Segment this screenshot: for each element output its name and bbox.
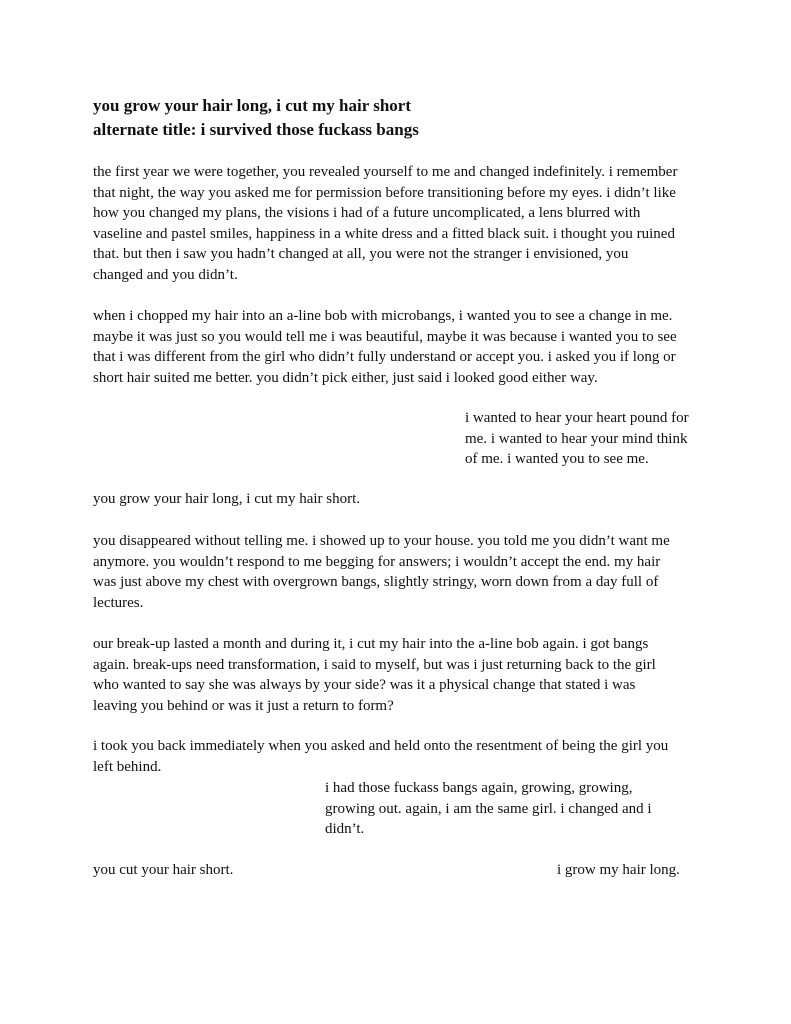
indented-stanza: i had those fuckass bangs again, growing, growing, growing out. again, i am the same girl. i changed and i didn’t. <box>325 780 652 837</box>
paragraph: the first year we were together, you revealed yourself to me and changed indefinitely. i remember that night, the way you asked me for permission before transitioning before my eyes. i didn’t like how you changed my plans, the visions i had of a future uncomplicated, a lens blurred with vaseline and pastel smiles, happiness in a white dress and a fitted black suit. i thought you ruined that. but then i saw you hadn’t changed at all, you were not the stranger i envisioned, you changed and you didn’t. <box>93 164 678 283</box>
paragraph: you disappeared without telling me. i showed up to your house. you told me you didn’t want me anymore. you wouldn’t respond to me begging for answers; i wouldn’t accept the end. my hair was just above my chest with overgrown bangs, slightly stringy, worn down from a day full of lectures. <box>93 533 670 611</box>
alternate-title: alternate title: i survived those fuckass bangs <box>93 120 419 139</box>
document-title: you grow your hair long, i cut my hair short <box>93 96 411 115</box>
refrain-line: you grow your hair long, i cut my hair short. <box>93 491 361 507</box>
closing-line-left: you cut your hair short. <box>93 862 234 878</box>
paragraph: when i chopped my hair into an a-line bob with microbangs, i wanted you to see a change in me. maybe it was just so you would tell me i was beautiful, maybe it was because i wanted you to see that i was different from the girl who didn’t fully understand or accept you. i asked you if long or short hair suited me better. you didn’t pick either, just said i looked good either way. <box>93 308 677 386</box>
indented-stanza: i wanted to hear your heart pound for me. i wanted to hear your mind think of me. i wanted you to see me. <box>465 410 689 467</box>
closing-line-right: i grow my hair long. <box>557 862 680 878</box>
paragraph: our break-up lasted a month and during it, i cut my hair into the a-line bob again. i got bangs again. break-ups need transformation, i said to myself, but was i just returning back to the girl who wanted to say she was always by your side? was it a physical change that stated i was leaving you behind or was it just a return to form? <box>93 636 656 714</box>
paragraph: i took you back immediately when you asked and held onto the resentment of being the girl you left behind. <box>93 738 669 775</box>
